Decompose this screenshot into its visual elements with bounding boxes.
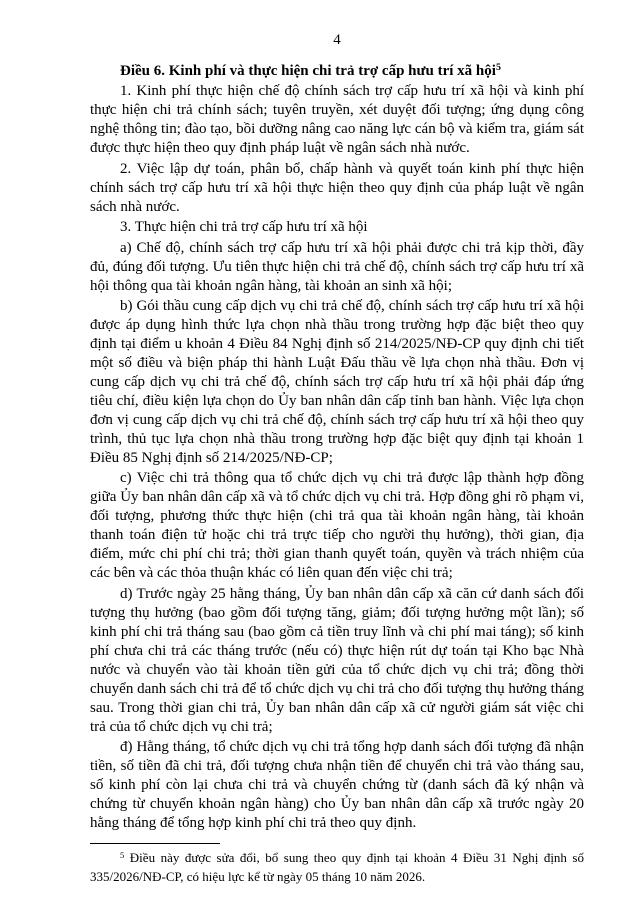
footnote xyxy=(90,848,584,886)
point-dd: đ) Hằng tháng, tổ chức dịch vụ chi trả tổng hợp danh sách đối tượng đã nhận tiền, số tiền đã chi trả, đối tượng chưa nhận tiền để chuyển chi trả vào tháng sau, số kinh phí còn lại chưa chi trả và chuyển chứng từ (danh sách đã ký nhận và chứng từ chuyển khoản ngân hàng) cho Ủy ban nhân dân cấp xã trước ngày 20 hằng tháng để tổng hợp kinh phí chi trả theo quy định. xyxy=(90,739,584,832)
point-d: d) Trước ngày 25 hằng tháng, Ủy ban nhân dân cấp xã căn cứ danh sách đối tượng thụ hưởng (bao gồm đối tượng tăng, giảm; đối tượng hưởng một lần); số kinh phí chi trả tháng sau (bao gồm cả tiền truy lĩnh và chi phí mai táng); số kinh phí chưa chi trả các tháng trước (nếu có) thực hiện rút dự toán tại Kho bạc Nhà nước và chuyển vào tài khoản tiền gửi của tổ chức dịch vụ chi trả; đồng thời chuyển danh sách chi trả để tổ chức dịch vụ chi trả cho đối tượng thụ hưởng tháng sau. Trong thời gian chi trả, Ủy ban nhân dân cấp xã cử người giám sát việc chi trả của tổ chức dịch vụ chi trả; xyxy=(90,585,584,735)
footnote-marker: 5 xyxy=(120,849,125,860)
clause-3-heading: 3. Thực hiện chi trả trợ cấp hưu trí xã hội xyxy=(120,219,368,236)
point-c: c) Việc chi trả thông qua tổ chức dịch vụ chi trả được lập thành hợp đồng giữa Ủy ban nhân dân cấp xã và tổ chức dịch vụ chi trả. Hợp đồng ghi rõ phạm vi, đối tượng, phương thức thực hiện (chi trả qua tài khoản ngân hàng, tài khoản thanh toán điện tử hoặc chi trả trực tiếp cho người thụ hưởng), thời gian, địa điểm, mức chi phí chi trả; thời gian thanh quyết toán, quyền và trách nhiệm của các bên và các thỏa thuận khác có liên quan đến việc chi trả; xyxy=(90,470,584,582)
point-a: a) Chế độ, chính sách trợ cấp hưu trí xã hội phải được chi trả kịp thời, đầy đủ, đúng đối tượng. Ưu tiên thực hiện chi trả chế độ, chính sách trợ cấp hưu trí xã hội thông qua tài khoản ngân hàng, tài khoản an sinh xã hội; xyxy=(90,239,584,294)
article-heading-text: Điều 6. Kinh phí và thực hiện chi trả trợ cấp hưu trí xã hội xyxy=(120,63,496,79)
article-body xyxy=(90,62,584,835)
article-heading xyxy=(90,62,584,81)
page-number: 4 xyxy=(333,32,341,48)
footnote-separator xyxy=(90,843,220,844)
point-b: b) Gói thầu cung cấp dịch vụ chi trả chế độ, chính sách trợ cấp hưu trí xã hội được áp dụng hình thức lựa chọn nhà thầu trong trường hợp đặc biệt theo quy định tại điểm u khoản 4 Điều 84 Nghị định số 214/2025/NĐ-CP quy định chi tiết một số điều và biện pháp thi hành Luật Đấu thầu về lựa chọn nhà thầu. Đơn vị cung cấp dịch vụ chi trả chế độ, chính sách trợ cấp hưu trí xã hội phải đáp ứng tiêu chí, điều kiện lựa chọn do Ủy ban nhân dân cấp tỉnh ban hành. Việc lựa chọn đơn vị cung cấp dịch vụ chi trả chế độ, chính sách trợ cấp hưu trí xã hội theo quy trình, thủ tục lựa chọn nhà thầu trong trường hợp đặc biệt quy định tại khoản 1 Điều 85 Nghị định số 214/2025/NĐ-CP; xyxy=(90,297,584,466)
clause-2: 2. Việc lập dự toán, phân bổ, chấp hành và quyết toán kinh phí thực hiện chính sách trợ cấp hưu trí xã hội thực hiện theo quy định của pháp luật về ngân sách nhà nước. xyxy=(90,160,584,215)
footnote-reference: 5 xyxy=(495,62,501,74)
clause-1: 1. Kinh phí thực hiện chế độ chính sách trợ cấp hưu trí xã hội và kinh phí thực hiện chi trả chính sách; tuyên truyền, xét duyệt đối tượng; ứng dụng công nghệ thông tin; đào tạo, bồi dưỡng nâng cao năng lực cán bộ và kiểm tra, giám sát được thực hiện theo quy định pháp luật về ngân sách nhà nước. xyxy=(90,83,584,157)
footnote-text: Điều này được sửa đổi, bổ sung theo quy định tại khoản 4 Điều 31 Nghị định số 335/2026/NĐ-CP, có hiệu lực kể từ ngày 05 tháng 10 năm 2026. xyxy=(90,850,584,884)
